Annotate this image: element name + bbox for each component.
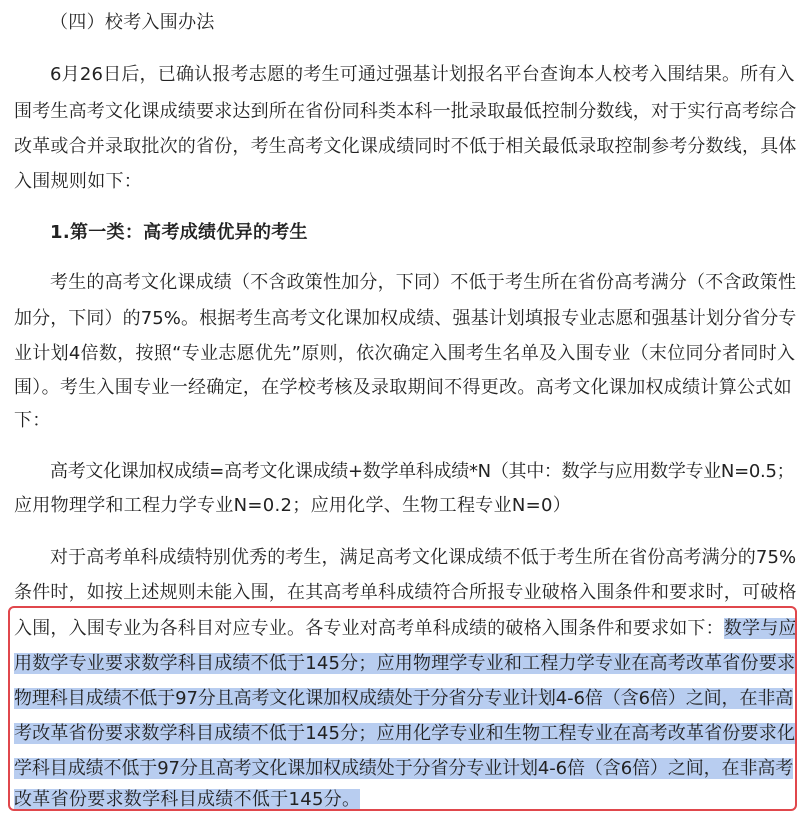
highlighted-text: 数学与应 — [723, 618, 797, 639]
rule-line: 考生的高考文化课成绩（不含政策性加分，下同）不低于考生所在省份高考满分（不含政策性 — [50, 272, 797, 293]
intro-line: 6月26日后，已确认报考志愿的考生可通过强基计划报名平台查询本人校考入围结果。所有入 — [50, 64, 795, 85]
boxed-line — [14, 787, 360, 813]
highlighted-text: 改革省份要求数学科目成绩不低于145分。 — [14, 789, 361, 810]
boxed-line — [14, 686, 793, 712]
rule-line: 加分，下同）的75%。根据考生高考文化课加权成绩、强基计划填报专业志愿和强基计划分省分专 — [14, 308, 797, 329]
formula-line: 高考文化课加权成绩=高考文化课成绩+数学单科成绩*N（其中：数学与应用数学专业N=0.5； — [50, 461, 795, 482]
rule-line: 下： — [14, 410, 51, 431]
boxed-line — [14, 651, 795, 677]
category-heading: 1.第一类：高考成绩优异的考生 — [50, 222, 308, 243]
section-heading: （四）校考入围办法 — [50, 12, 215, 33]
boxed-plain-text: 入围，入围专业为各科目对应专业。各专业对高考单科成绩的破格入围条件和要求如下： — [14, 618, 724, 639]
intro-line: 围考生高考文化课成绩要求达到所在省份同科类本科一批录取最低控制分数线，对于实行高考综合 — [14, 101, 797, 122]
highlighted-text: 用数学专业要求数学科目成绩不低于145分；应用物理学专业和工程力学专业在高考改革省份要求 — [14, 653, 796, 674]
rule-line: 业计划4倍数，按照“专业志愿优先”原则，依次确定入围考生名单及入围专业（末位同分者同时入 — [14, 343, 796, 364]
rule-line: 围）。考生入围专业一经确定，在学校考核及录取期间不得更改。高考文化课加权成绩计算公式如 — [14, 377, 792, 398]
special-line: 条件时，如按上述规则未能入围，在其高考单科成绩符合所报专业破格入围条件和要求时，可破格 — [14, 582, 797, 603]
highlighted-text: 学科目成绩不低于97分且高考文化课加权成绩处于分省分专业计划4-6倍（含6倍）之间，在非高考 — [14, 758, 794, 779]
boxed-line — [14, 756, 793, 782]
intro-line: 入围规则如下： — [14, 171, 143, 192]
boxed-line — [14, 721, 795, 747]
special-line: 对于高考单科成绩特别优秀的考生，满足高考文化课成绩不低于考生所在省份高考满分的75% — [50, 547, 797, 568]
formula-line: 应用物理学和工程力学专业N=0.2；应用化学、生物工程专业N=0） — [14, 495, 572, 516]
highlighted-text: 考改革省份要求数学科目成绩不低于145分；应用化学专业和生物工程专业在高考改革省份要求化 — [14, 723, 796, 744]
intro-line: 改革或合并录取批次的省份，考生高考文化课成绩同时不低于相关最低录取控制参考分数线，具体 — [14, 136, 797, 157]
boxed-line — [14, 616, 797, 642]
highlighted-text: 物理科目成绩不低于97分且高考文化课加权成绩处于分省分专业计划4-6倍（含6倍）之间，在非高 — [14, 688, 794, 709]
